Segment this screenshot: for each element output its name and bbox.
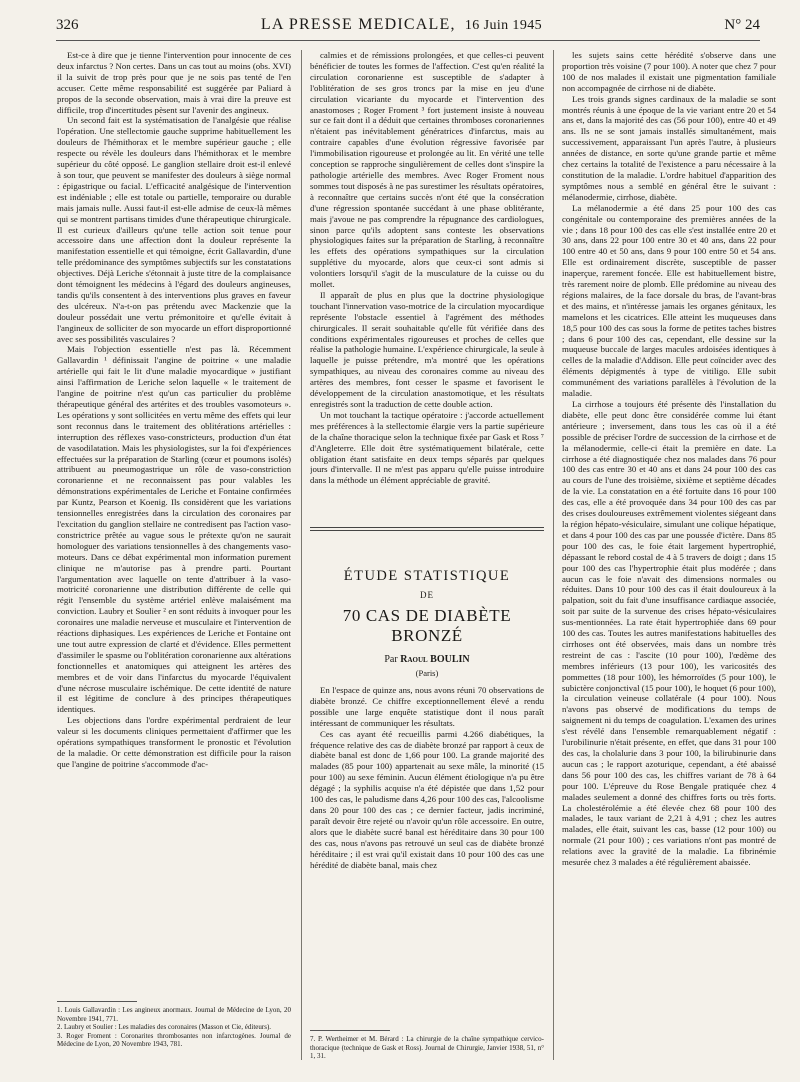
- paragraph: calmies et de rémissions prolongées, et que celles-ci peuvent bénéficier de toutes les formes de l'affection. C'est qu'en réalité la circulation coronarienne est susceptible de s'adapter à l'oblitération de ses gros troncs par la mise en jeu d'une circulation vicariante du myocarde et l'intervention des anastomoses ; Roger Froment ³ fort justement insiste à nouveau sur ce fait dont il a déduit que certaines thromboses coronariennes n'étaient pas inévitablement génératrices d'infarctus, mais au contraire capables d'une évolution régressive favorisée par l'immobilisation rigoureuse et prolongée au lit. En vérité une telle conception se rapproche singulièrement de celles dont s'inspire la pathologie artérielle des membres. Avec Roger Froment nous sommes tout disposés à ne pas surestimer les résultats opératoires, à reconnaître que certains succès n'ont été que la consécration d'une régression spontanée succédant à une phase oblitérante, mais j'avoue ne pas comprendre la répugnance des cardiologues, sinon parce qu'ils adoptent sans conteste les observations physiologiques faites sur la préparation de Starling, à reconnaître les effets des opérations sympathiques sur la circulation supplétive du myocarde, alors que ceux-ci sont admis si volontiers lorsqu'il s'agit de la musculature de la cuisse ou du mollet.: [310, 50, 544, 290]
- paragraph: En l'espace de quinze ans, nous avons réuni 70 observations de diabète bronzé. Ce chiffre exceptionnellement élevé a rendu possible une large enquête statistique dont il nous paraît intéressant de communiquer les résultats.: [310, 685, 544, 728]
- article-kicker: ÉTUDE STATISTIQUE: [343, 568, 511, 584]
- journal-title: [261, 16, 542, 34]
- article-title: 70 CAS DE DIABÈTE BRONZÉ: [342, 606, 512, 645]
- footnote: 2. Laubry et Soulier : Les maladies des coronaires (Masson et Cie, éditeurs).: [57, 1023, 272, 1032]
- page-number: 326: [56, 17, 79, 33]
- footnote: 3. Roger Froment : Coronarites thrombosantes non infarctogènes. Journal de Médecine de Lyon, 20 Novembre 1943, 781.: [57, 1031, 291, 1049]
- column-right: [562, 50, 776, 1060]
- column-middle-top: [310, 50, 544, 520]
- column-divider: [301, 50, 302, 1060]
- footnotes-left: [57, 1006, 291, 1049]
- paragraph: Est-ce à dire que je tienne l'intervention pour innocente de ces deux infarctus ? Non certes. Dans un cas tout au moins (obs. XVI) il la suivit de trop près pour que je ne sois pas tenté de l'en accuser. Cette même responsabilité est suggérée par Paliard à propos de la seconde observation, mais à vrai dire la preuve est difficile, trop d'incertitudes pèsent sur l'avenir des angineux.: [57, 50, 291, 115]
- header-rule: [56, 40, 760, 41]
- footnote: 1. Louis Gallavardin : Les angineux anormaux. Journal de Médecine de Lyon, 20 Novembre 1941, 771.: [57, 1006, 291, 1023]
- column-divider: [553, 50, 554, 1060]
- article-author: Raoul BOULIN: [400, 654, 470, 665]
- article-separator: [310, 527, 544, 528]
- journal-name: LA PRESSE MEDICALE,: [260, 16, 456, 33]
- footnotes-middle: [310, 1035, 544, 1061]
- article-separator: [310, 530, 544, 531]
- paragraph: La cirrhose a toujours été présente dès l'installation du diabète, elle peut donc être considérée comme lui étant antérieure ; inversement, dans tous les cas où il a été possible de préciser l'ordre de succession de la cirrhose et de la mélanodermie, celle-ci était la première en date. La cirrhose a été diagnostiquée chez nos malades dans 76 pour 100 des cas entre 30 et 40 ans et dans 24 pour 100 des cas au cours de l'une des troisième, sixième et septième décades de la vie. La constatation en a été fortuite dans 16 pour 100 des cas, elle a été provoquée dans 34 pour 100 des cas par des crises douloureuses extrêmement violentes siégeant dans la région hépato-vésiculaire, simulant une colique hépatique, et dans 4 pour 100 des cas par une poussée d'ictère. Dans 85 pour 100 des cas, le foie était largement hypertrophié, dépassant le rebord costal de 4 à 5 travers de doigt ; dans 15 pour 100 des cas l'hypertrophie était plus modérée ; dans aucun cas le foie n'avait des dimensions normales ou réduites. Dans 10 pour 100 des cas il était douloureux à la palpation, soit du fait d'une insuffisance cardiaque associée, soit par suite de la survenue des crises hépato-vésiculaires sus-mentionnées. La rate était hypertrophiée dans 69 pour 100 des cas. Toutes les autres manifestations habituelles des cirrhoses ont été observées, mais dans un nombre très restreint de cas : l'ascite (10 pour 100), l'œdème des membres inférieurs (13 pour 100), les varicosités des pommettes (18 pour 100), les hémorroïdes (5 pour 100), le subictère conjonctival (15 pour 100), le hoquet (6 pour 100), la circulation veineuse collatérale (4 pour 100). Nous n'avons pas observé de modifications du temps de saignement ni du temps de coagulation. L'examen des urines s'est révélé dans l'ensemble remarquablement négatif : l'urobilinurie n'était présente, en effet, que dans 31 pour 100 des cas, la cholalurie dans 3 pour 100, la bilirubinurie dans aucun cas ; le rapport azoturique, cependant, a été abaissé dans 56 pour 100 des cas, les chiffres variant de 78 à 64 pour 100. L'épreuve du Rose Bengale pratiquée chez 4 malades seulement a donné des chiffres forts ou très forts. La cholestérolémie a été élevée chez 68 pour 100 des malades, le taux variant de 2,21 à 4,91 ; chez les autres malades, elle était, suivant les cas, basse (12 pour 100) ou normale (21 pour 100) ; ces variations n'ont pas montré de relations avec la gravité de la maladie. La fibrinémie mesurée chez 3 malades a été régulièrement abaissée.: [562, 399, 776, 868]
- footnote: 7. P. Wertheimer et M. Bérard : La chirurgie de la chaîne sympathique cervico-thoracique (technique de Gask et Ross). Journal de Chirurgie, Janvier 1938, 51, n° 1, 31.: [310, 1035, 544, 1061]
- paragraph: les sujets sains cette hérédité s'observe dans une proportion très voisine (7 pour 100). A noter que chez 7 pour 100 de nos malades il existait une pigmentation familiale non accompagnée de cirrhose ni de diabète.: [562, 50, 776, 93]
- paragraph: La mélanodermie a été dans 25 pour 100 des cas congénitale ou contemporaine des premières années de la vie ; dans 18 pour 100 des cas elle s'est installée entre 20 et 30 ans, dans 22 pour 100 entre 30 et 40 ans, dans 22 pour 100 entre 40 et 50 ans, dans 9 pour 100 entre 50 et 54 ans. Elle est ordinairement discrète, susceptible de passer inaperçue, rarement foncée. Elle est habituellement bistre, très rarement noire de plomb. Elle prédomine au niveau des régions malaires, de la face dorsale du bras, de l'avant-bras et des mains, et n'intéresse jamais les organes génitaux, les mamelons et les cicatrices. Elle atteint les muqueuses dans 18,5 pour 100 des cas sous la forme de petites taches bistres ; dans 6 pour 100 des cas, cependant, elle dessine sur la muqueuse buccale de larges macules ardoisées identiques à celles de la maladie d'Addison. Elle peut coïncider avec des éléments dépigmentés à type de vitiligo. Elle subit communément des variations parallèles à l'évolution de la maladie.: [562, 202, 776, 399]
- column-middle-bottom: [310, 685, 544, 985]
- issue-number: N° 24: [724, 17, 760, 33]
- footnote-rule: [57, 1001, 137, 1002]
- paragraph: Mais l'objection essentielle n'est pas là. Récemment Gallavardin ¹ définissait l'angine de poitrine « une maladie artérielle qui fait le lit d'une maladie myocardique » justifiant ainsi l'affirmation de Leriche selon laquelle « le traitement de l'angine de poitrine n'est qu'un cas particulier du problème thérapeutique général des artérites et des troubles vasomoteurs ». Les opérations y sont sollicitées en vertu même des effets qui leur sont reconnus dans le traitement des oblitérations artérielles : interruption des réflexes vaso-constricteurs, production d'un état de vasodilatation. Mais les physiologistes, sur la foi d'expériences effectuées sur la préparation de Starling (cœur et poumons isolés) attribuent au pneumogastrique un rôle de vaso-constriction coronarienne et ne reconnaissent pas pour valables les démonstrations expérimentales de Leriche et Fontaine confirmées par Kuntz, Pearson et Koenig. Ils considèrent que les variations tensionnelles enregistrées dans la circulation des coronaires par l'excitation du ganglion stellaire ne contredisent pas l'action vaso-constrictrice prêtée au vague sous le prétexte qu'on ne saurait homologuer des variations tensionnelles à des changements vaso-moteurs. Dans ce débat expérimental mon information purement clinique ne m'autorise pas à prendre parti. Pourtant l'argumentation avec laquelle on tente d'attribuer à la vaso-motricité coronarienne une distribution différente de celle qui régit l'ensemble du système artériel enlève malaisément ma conviction. Laubry et Soulier ² en sont réduits à invoquer pour les coronaires une maladie nerveuse et musculaire et l'intervention de réactions diphasiques. Les expériences de Leriche et Fontaine ont une tout autre expression de clarté et d'évidence. Elles permettent d'assimiler le spasme ou l'oblitération coronarienne aux altérations fonctionnelles et anatomiques qui atteignent les artères des membres et de voir dans l'infarctus du myocarde l'équivalent d'une nécrose musculaire ischémique. De cette identité de nature il est légitime de conclure à des principes thérapeutiques identiques.: [57, 344, 291, 715]
- page-header: [56, 16, 760, 38]
- paragraph: Il apparaît de plus en plus que la doctrine physiologique touchant l'innervation vaso-motrice de la circulation myocardique représente l'obstacle essentiel à l'agrément des méthodes chirurgicales. Il serait souhaitable qu'elle fût vérifiée dans des conditions expérimentales rigoureuses et proches de celles que réalise la pathologie humaine. L'expérience chirurgicale, la seule à laquelle je puisse prétendre, m'a montré que les opérations sympathiques, au niveau des coronaires comme au niveau des artères des membres, font cesser le spasme et favorisent le développement de la circulation anastomotique, et les résultats enregistrés sont la traduction de cette double action.: [310, 289, 544, 409]
- paragraph: Les objections dans l'ordre expérimental perdraient de leur valeur si les documents cliniques permettaient d'affirmer que les opérations sympathiques transforment le pronostic et l'évolution de la maladie. Or cette démonstration est difficile pour la raison que l'angine de poitrine s'accommode d'ac-: [57, 715, 291, 769]
- article-heading: [310, 568, 544, 678]
- paragraph: Un second fait est la systématisation de l'analgésie que réalise l'opération. Une stellectomie gauche supprime habituellement les douleurs de l'hémithorax et le membre supérieur gauche ; elle respecte ou révèle les douleurs dans l'hémithorax et le membre supérieur du côté opposé. Le ganglion stellaire droit est-il enlevé à son tour, que peuvent se manifester des douleurs à siège normal : épigastrique ou facial. L'efficacité analgésique de l'intervention est indéniable ; elle est totale ou partielle, temporaire ou durable mais jamais nulle. Aussi faut-il est-elle admise de ceux-là mêmes qui se montrent partisans timides d'une thérapeutique chirurgicale. Il est curieux d'ailleurs qu'une telle action soit tenue pour accessoire dans une affection dont la douleur représente la manifestation essentielle et qui témoigne, écrit Gallavardin, d'une telle prédominance des symptômes subjectifs sur les constatations objectives. Déjà Leriche s'étonnait à juste titre de la complaisance dont témoignent les médecins à l'égard des douleurs angineuses, tandis qu'ils consentent à des interventions plus graves en faveur des ulcéreux. N'a-t-on pas prétendu avec Mackenzie que la douleur possédait une vertu prémonitoire et qu'elle évitait à l'angineux de solliciter de son myocarde un effort disproportionné avec ses possibilités vasculaires ?: [57, 115, 291, 344]
- issue-date: 16 Juin 1945: [464, 18, 543, 33]
- article-de: DE: [420, 590, 434, 600]
- footnote-rule: [310, 1030, 390, 1031]
- paragraph: Un mot touchant la tactique opératoire : j'accorde actuellement mes préférences à la stellectomie élargie vers la partie supérieure de la chaîne thoracique selon la technique fixée par Gask et Ross ⁷ d'Angleterre. Elle doit être systématiquement bilatérale, cette obligation étant satisfaite en deux temps séparés par quelques jours d'intervalle. Il ne m'est pas apparu qu'elle puisse introduire dans la méthode un élément appréciable de gravité.: [310, 409, 544, 486]
- column-left: [57, 50, 291, 1060]
- paragraph: Ces cas ayant été recueillis parmi 4.266 diabétiques, la fréquence relative des cas de diabète bronzé par rapport à ceux de diabète banal est donc de 1,66 pour 100. La grande majorité des malades (85 pour 100) appartenait au sexe mâle, la minorité (15 pour 100) au sexe féminin. Aucun élément étiologique n'a pu être dégagé ; la syphilis acquise n'a été dépistée que dans 1,52 pour 100 des cas, le paludisme dans 4,26 pour 100 des cas, l'alcoolisme dans 20 pour 100 des cas ; ce dernier facteur, jadis incriminé, paraît devoir être rejeté ou n'avoir qu'un rôle accessoire. En outre, alors que le diabète sucré banal est héréditaire dans 30 pour 100 des cas, nous n'avons pas retrouvé un seul cas de diabète bronzé héréditaire ; il est vrai qu'il existait dans 10 pour 100 des cas une hérédité de diabète banal, mais chez: [310, 728, 544, 870]
- byline-prefix: Par: [384, 654, 398, 665]
- paragraph: Les trois grands signes cardinaux de la maladie se sont montrés réunis à une époque de la vie variant entre 20 et 54 ans et, dans la majorité des cas (56 pour 100), entre 40 et 49 ans. Ils ne se sont jamais installés simultanément, mais successivement, apparaissant l'un après l'autre, à plusieurs années de distance, en sorte qu'une grande partie et même chez certains la totalité de l'existence a paru nécessaire à la constitution de la maladie. L'ordre habituel d'apparition des symptômes nous a semblé en général être le suivant : mélanodermie, cirrhose, diabète.: [562, 93, 776, 202]
- article-byline: [310, 654, 544, 665]
- article-affiliation: (Paris): [415, 668, 439, 678]
